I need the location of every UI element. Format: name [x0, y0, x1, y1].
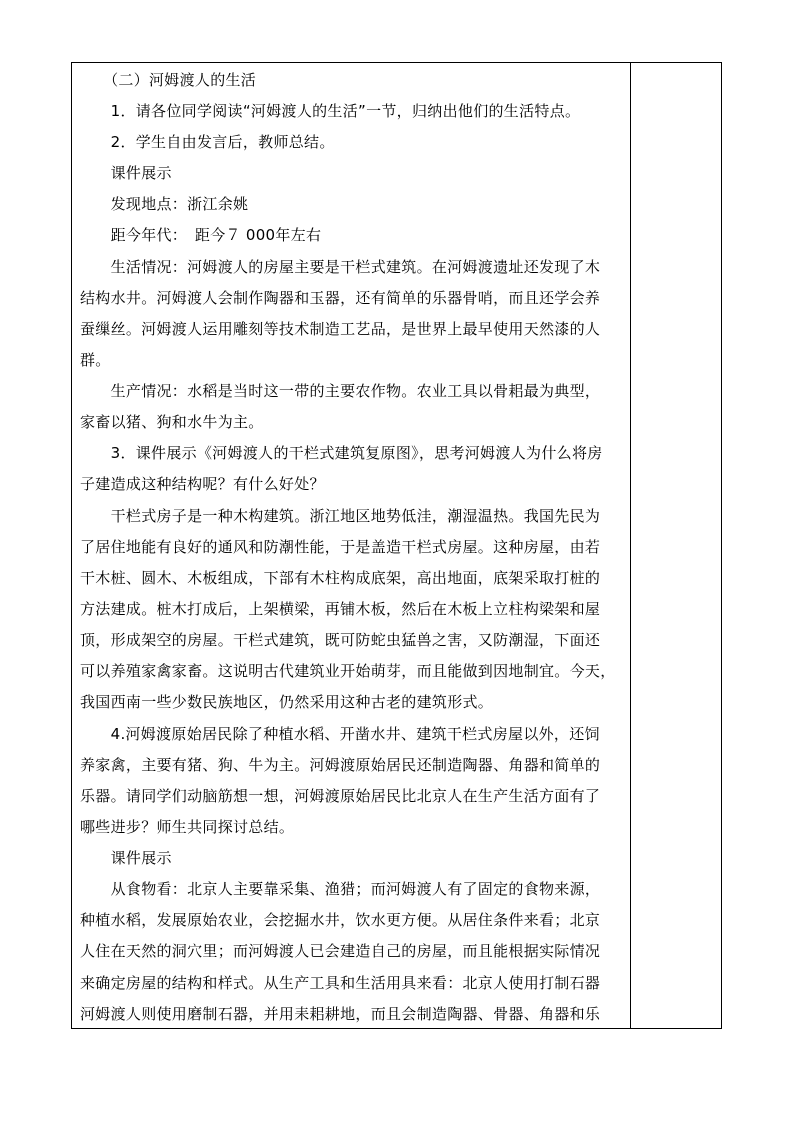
- text-line: 从食物看：北京人主要靠采集、渔猎；而河姆渡人有了固定的食物来源，: [80, 880, 601, 898]
- text-line: 子建造成这种结构呢？有什么好处？: [80, 475, 325, 493]
- text-line: 顶，形成架空的房屋。干栏式建筑，既可防蛇虫猛兽之害，又防潮湿，下面还: [80, 631, 601, 649]
- text-line: 结构水井。河姆渡人会制作陶器和玉器，还有简单的乐器骨哨，而且还学会养: [80, 289, 601, 307]
- text-line: 课件展示: [80, 164, 172, 182]
- content-cell: [72, 63, 630, 1028]
- notes-cell: [631, 63, 721, 1028]
- text-line: 蚕缫丝。河姆渡人运用雕刻等技术制造工艺品，是世界上最早使用天然漆的人: [80, 320, 601, 338]
- text-line: （二）河姆渡人的生活: [80, 71, 257, 89]
- text-line: 4.河姆渡原始居民除了种植水稻、开凿水井、建筑干栏式房屋以外，还饲: [80, 725, 600, 743]
- text-line: 养家禽，主要有猪、狗、牛为主。河姆渡原始居民还制造陶器、角器和简单的: [80, 756, 601, 774]
- text-line: 课件展示: [80, 849, 172, 867]
- text-line: 3．课件展示《河姆渡人的干栏式建筑复原图》，思考河姆渡人为什么将房: [80, 444, 603, 462]
- text-line: 生产情况：水稻是当时这一带的主要农作物。农业工具以骨耜最为典型，: [80, 382, 601, 400]
- text-line: 干木桩、圆木、木板组成，下部有木柱构成底架，高出地面，底架采取打桩的: [80, 569, 601, 587]
- text-line: 了居住地能有良好的通风和防潮性能，于是盖造干栏式房屋。这种房屋，由若: [80, 538, 601, 556]
- text-line: 来确定房屋的结构和样式。从生产工具和生活用具来看：北京人使用打制石器: [80, 974, 601, 992]
- text-line: 家畜以猪、狗和水牛为主。: [80, 413, 264, 431]
- lesson-table: [71, 62, 722, 1029]
- text-line: 干栏式房子是一种木构建筑。浙江地区地势低洼，潮湿温热。我国先民为: [80, 507, 601, 525]
- text-line: 哪些进步？师生共同探讨总结。: [80, 818, 295, 836]
- text-line: 方法建成。桩木打成后，上架横梁，再铺木板，然后在木板上立柱构梁架和屋: [80, 600, 601, 618]
- text-line: 可以养殖家禽家畜。这说明古代建筑业开始萌芽，而且能做到因地制宜。今天，: [80, 662, 616, 680]
- text-line: 发现地点：浙江余姚: [80, 195, 249, 213]
- text-line: 我国西南一些少数民族地区，仍然采用这种古老的建筑形式。: [80, 693, 494, 711]
- text-line: 2．学生自由发言后，教师总结。: [80, 133, 335, 151]
- text-line: 河姆渡人则使用磨制石器，并用耒耜耕地，而且会制造陶器、骨器、角器和乐: [80, 1005, 601, 1023]
- text-line: 距今年代： 距今７ 000年左右: [80, 226, 322, 244]
- text-line: 群。: [80, 351, 111, 369]
- text-line: 人住在天然的洞穴里；而河姆渡人已会建造自己的房屋，而且能根据实际情况: [80, 942, 601, 960]
- text-line: 乐器。请同学们动脑筋想一想，河姆渡原始居民比北京人在生产生活方面有了: [80, 787, 601, 805]
- text-line: 生活情况：河姆渡人的房屋主要是干栏式建筑。在河姆渡遗址还发现了木: [80, 258, 601, 276]
- text-line: 1．请各位同学阅读“河姆渡人的生活”一节，归纳出他们的生活特点。: [80, 102, 581, 120]
- text-line: 种植水稻，发展原始农业，会挖掘水井，饮水更方便。从居住条件来看；北京: [80, 911, 601, 929]
